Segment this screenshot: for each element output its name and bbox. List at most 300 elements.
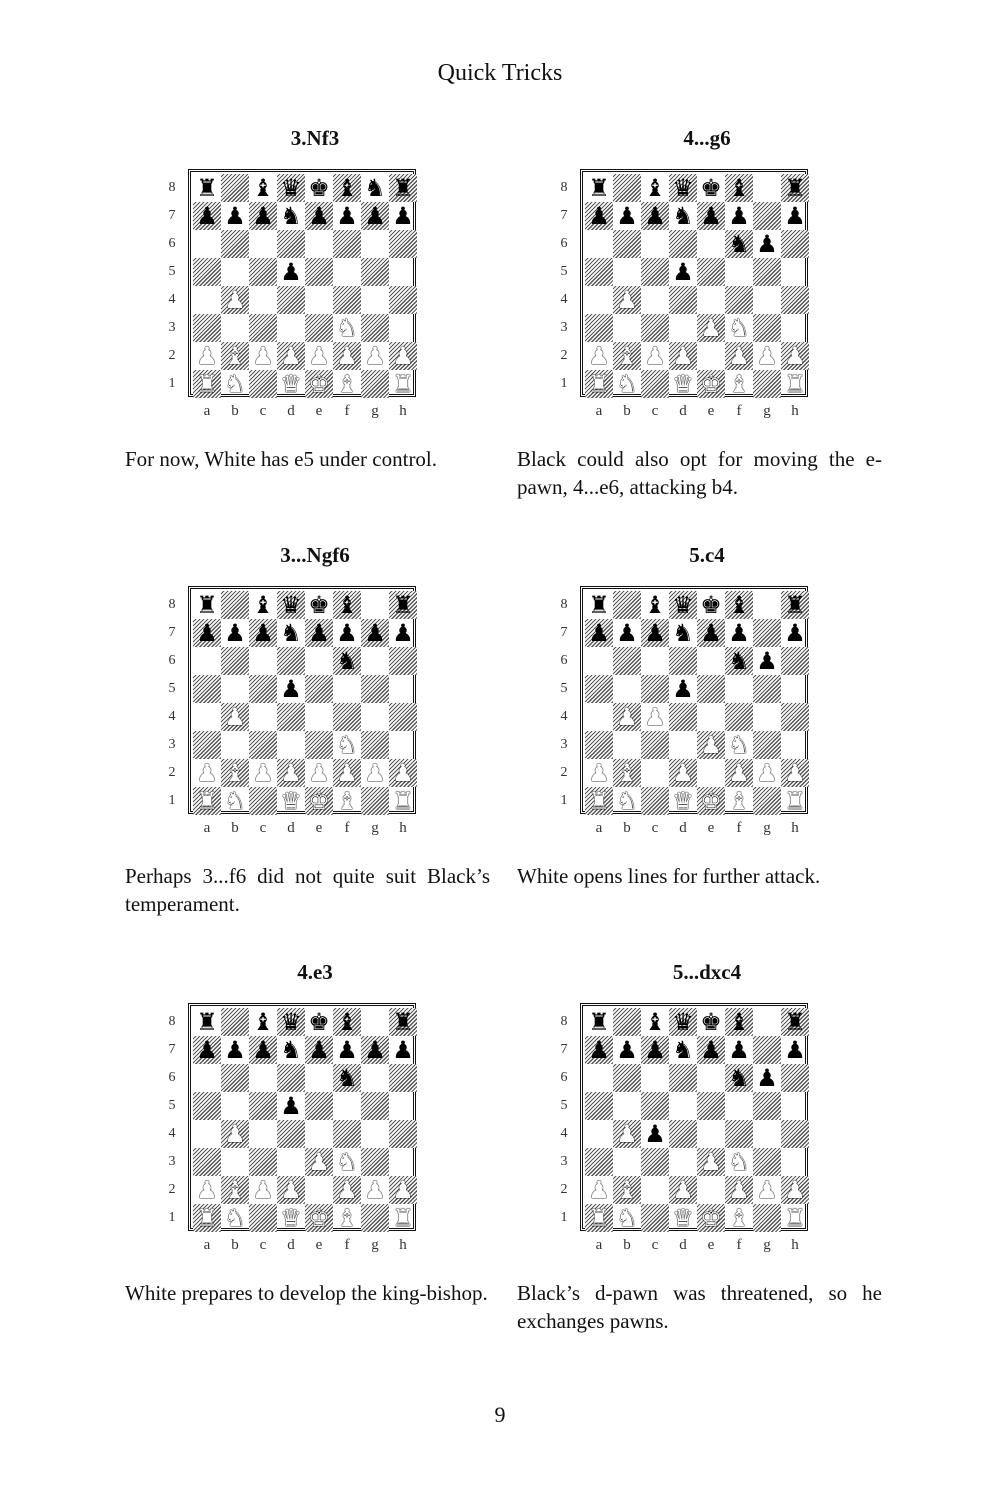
board-square	[361, 342, 389, 370]
board-square	[249, 1092, 277, 1120]
board-square	[585, 675, 613, 703]
diagram-caption: Black’s d-pawn was threatened, so he exchanges pawns.	[517, 1281, 882, 1333]
board-square	[193, 174, 221, 202]
white-pawn-icon: ♟	[280, 342, 302, 370]
file-label: c	[651, 403, 659, 419]
board-square	[641, 647, 669, 675]
file-label: f	[344, 820, 350, 836]
board-square	[305, 174, 333, 202]
board-square	[781, 1008, 809, 1036]
black-pawn-icon: ♟	[588, 202, 610, 230]
black-pawn-icon: ♟	[644, 1120, 666, 1148]
white-king-icon: ♚	[700, 370, 722, 398]
board-square	[361, 787, 389, 815]
board-square	[333, 731, 361, 759]
white-pawn-icon: ♟	[252, 1176, 274, 1204]
black-knight-icon: ♞	[280, 1036, 302, 1064]
board-square	[725, 1148, 753, 1176]
board-square	[669, 619, 697, 647]
board-square	[613, 1036, 641, 1064]
black-king-icon: ♚	[700, 591, 722, 619]
board-square	[221, 619, 249, 647]
board-square	[641, 1036, 669, 1064]
board-square	[249, 1036, 277, 1064]
white-pawn-icon: ♟	[392, 759, 414, 787]
black-pawn-icon: ♟	[308, 619, 330, 647]
board-square	[305, 202, 333, 230]
white-knight-icon: ♞	[728, 1148, 750, 1176]
board-square	[613, 1092, 641, 1120]
white-rook-icon: ♜	[588, 1204, 610, 1232]
board-square	[249, 759, 277, 787]
file-label: f	[344, 1237, 350, 1253]
board-square	[333, 314, 361, 342]
board-square	[697, 1064, 725, 1092]
board-square	[669, 731, 697, 759]
black-bishop-icon: ♝	[644, 1008, 666, 1036]
board-square	[669, 1148, 697, 1176]
board-square	[249, 1008, 277, 1036]
rank-label: 8	[168, 1014, 176, 1029]
board-square	[641, 1064, 669, 1092]
board-square	[277, 759, 305, 787]
white-queen-icon: ♛	[672, 370, 694, 398]
board-area	[517, 169, 897, 429]
board-square	[361, 675, 389, 703]
board-square	[193, 1204, 221, 1232]
white-rook-icon: ♜	[784, 370, 806, 398]
file-label: c	[651, 1237, 659, 1253]
rank-label: 5	[168, 1098, 176, 1113]
board-square	[249, 619, 277, 647]
white-rook-icon: ♜	[392, 1204, 414, 1232]
board-square	[781, 1204, 809, 1232]
board-square	[585, 1092, 613, 1120]
file-label: e	[707, 820, 715, 836]
white-pawn-icon: ♟	[336, 1176, 358, 1204]
board-square	[697, 1008, 725, 1036]
white-pawn-icon: ♟	[224, 286, 246, 314]
black-rook-icon: ♜	[588, 174, 610, 202]
board-square	[361, 1148, 389, 1176]
board-square	[333, 703, 361, 731]
board-square	[753, 286, 781, 314]
board-square	[669, 787, 697, 815]
black-pawn-icon: ♟	[308, 1036, 330, 1064]
board-square	[333, 591, 361, 619]
board-square	[697, 202, 725, 230]
white-rook-icon: ♜	[196, 370, 218, 398]
black-pawn-icon: ♟	[280, 1092, 302, 1120]
board-square	[781, 174, 809, 202]
white-king-icon: ♚	[700, 787, 722, 815]
board-square	[193, 258, 221, 286]
white-pawn-icon: ♟	[756, 1176, 778, 1204]
board-square	[669, 258, 697, 286]
board-square	[193, 370, 221, 398]
white-pawn-icon: ♟	[224, 1120, 246, 1148]
board-square	[585, 314, 613, 342]
board-square	[277, 1036, 305, 1064]
board-square	[585, 1176, 613, 1204]
white-pawn-icon: ♟	[700, 731, 722, 759]
board-square	[193, 1092, 221, 1120]
file-label: b	[623, 1237, 631, 1253]
board-square	[249, 1148, 277, 1176]
board-square	[697, 591, 725, 619]
black-king-icon: ♚	[308, 1008, 330, 1036]
black-pawn-icon: ♟	[336, 619, 358, 647]
black-rook-icon: ♜	[196, 1008, 218, 1036]
board-square	[781, 286, 809, 314]
board-square	[305, 787, 333, 815]
board-square	[221, 258, 249, 286]
black-bishop-icon: ♝	[644, 174, 666, 202]
board-square	[305, 703, 333, 731]
board-square	[221, 174, 249, 202]
board-square	[221, 759, 249, 787]
board-square	[753, 314, 781, 342]
board-square	[221, 787, 249, 815]
board-square	[249, 731, 277, 759]
board-square	[753, 230, 781, 258]
board-square	[613, 675, 641, 703]
board-square	[193, 647, 221, 675]
diagram-caption: White opens lines for further attack.	[517, 864, 821, 888]
diagram-title: 5...dxc4	[672, 960, 742, 984]
board-square	[277, 1204, 305, 1232]
white-pawn-icon: ♟	[280, 1176, 302, 1204]
rank-label: 2	[560, 765, 568, 780]
board-square	[389, 759, 417, 787]
board-square	[613, 370, 641, 398]
file-labels	[193, 1237, 417, 1257]
board-square	[697, 647, 725, 675]
black-queen-icon: ♛	[280, 591, 302, 619]
white-pawn-icon: ♟	[728, 1176, 750, 1204]
board-square	[697, 1148, 725, 1176]
board-square	[781, 591, 809, 619]
diagram-title: 4...g6	[683, 126, 731, 150]
black-king-icon: ♚	[308, 591, 330, 619]
black-rook-icon: ♜	[392, 591, 414, 619]
diagram-caption: White prepares to develop the king-bishop.	[125, 1281, 488, 1305]
black-queen-icon: ♛	[280, 174, 302, 202]
board-square	[361, 370, 389, 398]
board-square	[305, 1176, 333, 1204]
board-square	[641, 1008, 669, 1036]
rank-label: 7	[560, 1042, 568, 1057]
board-square	[753, 174, 781, 202]
board-square	[333, 1064, 361, 1092]
diagram-1	[125, 125, 505, 525]
white-knight-icon: ♞	[728, 731, 750, 759]
board-square	[697, 619, 725, 647]
board-square	[753, 370, 781, 398]
white-rook-icon: ♜	[784, 1204, 806, 1232]
rank-label: 4	[560, 292, 568, 307]
board-square	[389, 342, 417, 370]
board-square	[305, 591, 333, 619]
board-square	[613, 202, 641, 230]
board-square	[389, 647, 417, 675]
board-square	[585, 174, 613, 202]
board-square	[641, 675, 669, 703]
black-pawn-icon: ♟	[196, 1036, 218, 1064]
board-square	[193, 1148, 221, 1176]
black-pawn-icon: ♟	[756, 647, 778, 675]
board-square	[361, 174, 389, 202]
white-pawn-icon: ♟	[336, 342, 358, 370]
board-square	[585, 1008, 613, 1036]
file-label: d	[287, 1237, 295, 1253]
rank-label: 8	[560, 1014, 568, 1029]
board-square	[249, 286, 277, 314]
rank-label: 1	[168, 1210, 176, 1225]
board-square	[613, 647, 641, 675]
board-square	[277, 787, 305, 815]
board-square	[389, 1036, 417, 1064]
file-label: h	[399, 820, 407, 836]
black-pawn-icon: ♟	[672, 258, 694, 286]
black-pawn-icon: ♟	[364, 1036, 386, 1064]
board-square	[725, 314, 753, 342]
board-square	[613, 1120, 641, 1148]
board-square	[697, 314, 725, 342]
board-square	[781, 342, 809, 370]
board-square	[389, 370, 417, 398]
file-label: c	[259, 820, 267, 836]
white-pawn-icon: ♟	[672, 342, 694, 370]
board-square	[333, 1176, 361, 1204]
diagram-caption: For now, White has e5 under control.	[125, 447, 438, 471]
rank-label: 6	[560, 653, 568, 668]
rank-label: 8	[560, 180, 568, 195]
board-square	[389, 675, 417, 703]
white-king-icon: ♚	[308, 1204, 330, 1232]
white-queen-icon: ♛	[280, 787, 302, 815]
board-square	[249, 1064, 277, 1092]
board-square	[697, 230, 725, 258]
rank-label: 8	[168, 597, 176, 612]
board-square	[585, 230, 613, 258]
rank-label: 5	[560, 264, 568, 279]
black-rook-icon: ♜	[784, 174, 806, 202]
board-square	[725, 675, 753, 703]
board-square	[333, 787, 361, 815]
board-square	[361, 314, 389, 342]
board-square	[361, 286, 389, 314]
board-square	[277, 314, 305, 342]
board-square	[249, 675, 277, 703]
board-square	[333, 619, 361, 647]
black-pawn-icon: ♟	[588, 619, 610, 647]
board-square	[669, 286, 697, 314]
board-square	[669, 314, 697, 342]
board-square	[193, 1008, 221, 1036]
board-square	[753, 1092, 781, 1120]
board-square	[333, 1204, 361, 1232]
board-square	[669, 202, 697, 230]
board-square	[753, 675, 781, 703]
board-square	[193, 591, 221, 619]
board-area	[125, 1003, 505, 1263]
board-square	[585, 286, 613, 314]
board-square	[753, 1008, 781, 1036]
board-square	[361, 647, 389, 675]
black-queen-icon: ♛	[672, 174, 694, 202]
black-pawn-icon: ♟	[644, 202, 666, 230]
black-rook-icon: ♜	[392, 174, 414, 202]
board-square	[585, 370, 613, 398]
rank-label: 2	[168, 348, 176, 363]
black-bishop-icon: ♝	[336, 591, 358, 619]
board-square	[389, 1120, 417, 1148]
board-square	[641, 286, 669, 314]
board-square	[221, 230, 249, 258]
file-label: g	[371, 1237, 379, 1253]
white-bishop-icon: ♝	[616, 1176, 638, 1204]
rank-label: 1	[168, 376, 176, 391]
rank-label: 7	[560, 625, 568, 640]
board-square	[725, 1092, 753, 1120]
black-pawn-icon: ♟	[644, 619, 666, 647]
white-rook-icon: ♜	[392, 787, 414, 815]
board-square	[221, 1148, 249, 1176]
white-king-icon: ♚	[308, 370, 330, 398]
board-square	[585, 258, 613, 286]
file-label: g	[763, 820, 771, 836]
board-square	[361, 1120, 389, 1148]
black-pawn-icon: ♟	[700, 619, 722, 647]
black-knight-icon: ♞	[336, 1064, 358, 1092]
white-pawn-icon: ♟	[756, 342, 778, 370]
board-square	[725, 1204, 753, 1232]
board-square	[725, 619, 753, 647]
board-square	[669, 1064, 697, 1092]
board-square	[585, 1036, 613, 1064]
board-square	[697, 1036, 725, 1064]
file-label: h	[399, 403, 407, 419]
board-square	[725, 1008, 753, 1036]
black-rook-icon: ♜	[784, 1008, 806, 1036]
board-square	[277, 1148, 305, 1176]
board-square	[389, 230, 417, 258]
black-rook-icon: ♜	[392, 1008, 414, 1036]
board-square	[305, 1008, 333, 1036]
white-pawn-icon: ♟	[728, 759, 750, 787]
white-knight-icon: ♞	[224, 787, 246, 815]
white-pawn-icon: ♟	[196, 342, 218, 370]
board-square	[361, 759, 389, 787]
file-label: a	[595, 820, 603, 836]
board-square	[641, 258, 669, 286]
file-label: g	[371, 403, 379, 419]
white-pawn-icon: ♟	[364, 759, 386, 787]
black-pawn-icon: ♟	[224, 619, 246, 647]
board-square	[641, 314, 669, 342]
board-area	[125, 586, 505, 846]
white-knight-icon: ♞	[224, 1204, 246, 1232]
board-square	[277, 230, 305, 258]
board-square	[669, 1092, 697, 1120]
file-label: d	[287, 820, 295, 836]
file-label: b	[623, 403, 631, 419]
board-square	[249, 1204, 277, 1232]
file-label: e	[707, 403, 715, 419]
board-square	[613, 759, 641, 787]
black-knight-icon: ♞	[672, 202, 694, 230]
board-square	[389, 1176, 417, 1204]
board-square	[361, 1176, 389, 1204]
board-square	[361, 1036, 389, 1064]
chess-board	[580, 1003, 808, 1231]
board-area	[517, 1003, 897, 1263]
board-square	[613, 1176, 641, 1204]
board-square	[613, 314, 641, 342]
white-bishop-icon: ♝	[616, 759, 638, 787]
rank-label: 3	[168, 320, 176, 335]
board-square	[725, 731, 753, 759]
board-square	[249, 787, 277, 815]
board-square	[193, 1176, 221, 1204]
black-pawn-icon: ♟	[672, 675, 694, 703]
board-square	[613, 286, 641, 314]
board-square	[389, 174, 417, 202]
board-square	[193, 314, 221, 342]
white-pawn-icon: ♟	[644, 703, 666, 731]
board-square	[641, 202, 669, 230]
rank-label: 5	[168, 264, 176, 279]
black-knight-icon: ♞	[728, 1064, 750, 1092]
black-bishop-icon: ♝	[728, 1008, 750, 1036]
board-square	[277, 174, 305, 202]
page-header: Quick Tricks	[437, 60, 563, 86]
black-bishop-icon: ♝	[252, 174, 274, 202]
board-square	[389, 286, 417, 314]
board-square	[781, 759, 809, 787]
board-square	[585, 787, 613, 815]
board-square	[613, 1008, 641, 1036]
board-square	[697, 1120, 725, 1148]
board-square	[361, 202, 389, 230]
board-square	[641, 1120, 669, 1148]
board-square	[613, 230, 641, 258]
white-pawn-icon: ♟	[784, 1176, 806, 1204]
black-bishop-icon: ♝	[336, 174, 358, 202]
black-pawn-icon: ♟	[588, 1036, 610, 1064]
file-label: f	[736, 820, 742, 836]
black-knight-icon: ♞	[728, 647, 750, 675]
white-rook-icon: ♜	[196, 787, 218, 815]
diagram-5	[125, 959, 505, 1359]
board-square	[221, 703, 249, 731]
board-square	[585, 342, 613, 370]
white-knight-icon: ♞	[336, 314, 358, 342]
diagram-title: 3.Nf3	[290, 126, 340, 150]
black-pawn-icon: ♟	[756, 1064, 778, 1092]
white-queen-icon: ♛	[280, 1204, 302, 1232]
board-square	[277, 258, 305, 286]
board-square	[333, 342, 361, 370]
board-square	[585, 619, 613, 647]
board-square	[669, 1036, 697, 1064]
board-square	[221, 731, 249, 759]
board-square	[221, 314, 249, 342]
black-bishop-icon: ♝	[252, 591, 274, 619]
rank-label: 4	[560, 709, 568, 724]
board-square	[613, 174, 641, 202]
